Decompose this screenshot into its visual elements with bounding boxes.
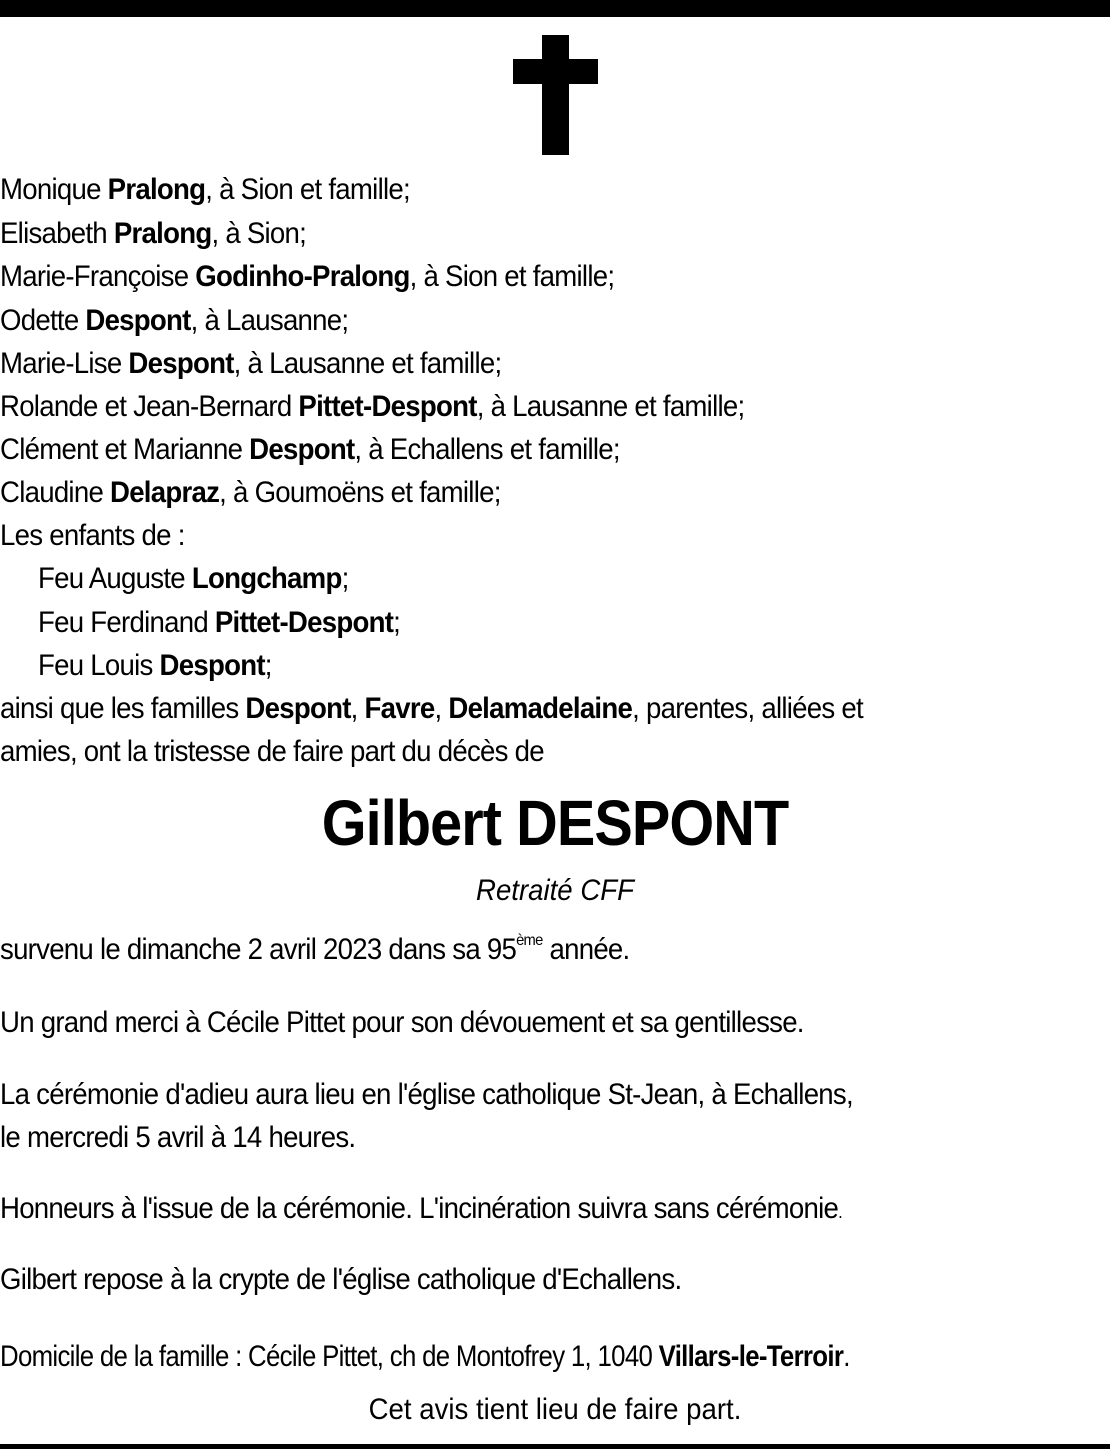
family-line: Odette Despont, à Lausanne; <box>0 304 349 337</box>
latin-cross-icon <box>513 35 598 155</box>
family-line: Rolande et Jean-Bernard Pittet-Despont, à Lausanne et famille; <box>0 390 745 423</box>
family-line: Clément et Marianne Despont, à Echallens et famille; <box>0 433 620 466</box>
death-line: survenu le dimanche 2 avril 2023 dans sa 95ème année. <box>0 932 630 966</box>
family-line: Marie-Lise Despont, à Lausanne et famille; <box>0 347 502 380</box>
child-line: Feu Auguste Longchamp; <box>38 562 349 595</box>
family-line: Marie-Françoise Godinho-Pralong, à Sion et famille; <box>0 260 615 293</box>
thanks-line: Un grand merci à Cécile Pittet pour son dévouement et sa gentillesse. <box>0 1006 804 1039</box>
families-line: ainsi que les familles Despont, Favre, Delamadelaine, parentes, alliées et <box>0 692 863 725</box>
ceremony-line-2: le mercredi 5 avril à 14 heures. <box>0 1121 356 1154</box>
family-line: Monique Pralong, à Sion et famille; <box>0 173 410 206</box>
top-border-rule <box>0 0 1110 17</box>
child-line: Feu Louis Despont; <box>38 649 272 682</box>
rest-line: Gilbert repose à la crypte de l'église catholique d'Echallens. <box>0 1263 682 1296</box>
ceremony-line-1: La cérémonie d'adieu aura lieu en l'église catholique St-Jean, à Echallens, <box>0 1078 853 1111</box>
bottom-border-rule <box>0 1444 1110 1449</box>
deceased-role: Retraité CFF <box>476 874 634 907</box>
child-line: Feu Ferdinand Pittet-Despont; <box>38 606 401 639</box>
footer-note: Cet avis tient lieu de faire part. <box>368 1393 742 1426</box>
announce-line: amies, ont la tristesse de faire part du décès de <box>0 735 544 768</box>
children-intro: Les enfants de : <box>0 519 185 552</box>
domicile-line: Domicile de la famille : Cécile Pittet, ch de Montofrey 1, 1040 Villars-le-Terroir. <box>0 1340 850 1373</box>
family-line: Claudine Delapraz, à Goumoëns et famille; <box>0 476 501 509</box>
family-line: Elisabeth Pralong, à Sion; <box>0 217 307 250</box>
honours-line: Honneurs à l'issue de la cérémonie. L'incinération suivra sans cérémonie. <box>0 1192 843 1225</box>
deceased-name: Gilbert DESPONT <box>321 787 789 859</box>
